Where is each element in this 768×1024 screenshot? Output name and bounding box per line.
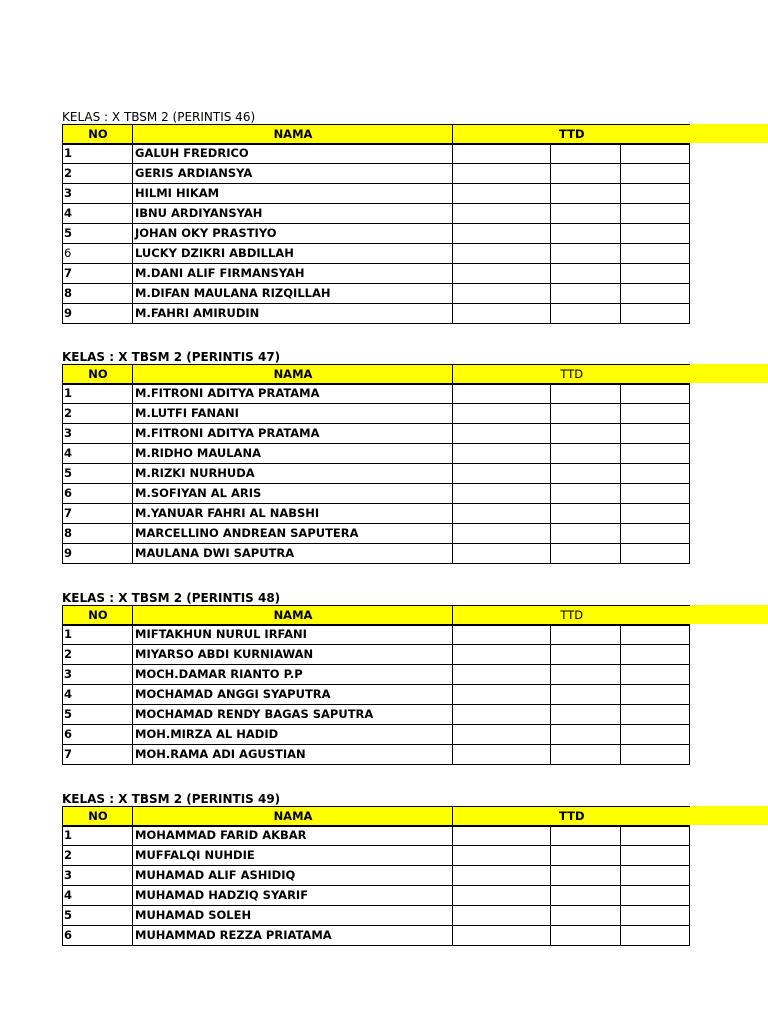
header-no: NO [63,365,133,385]
row-number: 6 [63,926,133,946]
student-name: MARCELLINO ANDREAN SAPUTERA [133,524,453,544]
row-number: 2 [63,164,133,184]
signature-cell[interactable] [453,244,551,264]
student-name: MOCHAMAD RENDY BAGAS SAPUTRA [133,705,453,725]
signature-cell[interactable] [551,464,621,484]
header-ttd: TTD [453,606,690,626]
signature-cell[interactable] [453,886,551,906]
signature-cell[interactable] [621,886,690,906]
signature-cell[interactable] [621,705,690,725]
signature-cell[interactable] [621,544,690,564]
student-table [62,383,690,564]
table-row [63,424,690,444]
header-ttd: TTD [453,365,690,385]
header-nama: NAMA [133,606,453,626]
signature-cell[interactable] [551,204,621,224]
signature-cell[interactable] [621,685,690,705]
row-number: 4 [63,204,133,224]
table-row [63,304,690,324]
table-row [63,625,690,645]
row-number: 3 [63,424,133,444]
signature-cell[interactable] [551,504,621,524]
student-name: MUHAMAD SOLEH [133,906,453,926]
signature-cell[interactable] [453,224,551,244]
signature-cell[interactable] [453,645,551,665]
student-name: M.LUTFI FANANI [133,404,453,424]
student-name: LUCKY DZIKRI ABDILLAH [133,244,453,264]
table-row [63,846,690,866]
signature-cell[interactable] [453,384,551,404]
signature-cell[interactable] [551,705,621,725]
table-row [63,926,690,946]
student-name: MOCHAMAD ANGGI SYAPUTRA [133,685,453,705]
table-row [63,264,690,284]
row-number: 7 [63,745,133,765]
student-name: MAULANA DWI SAPUTRA [133,544,453,564]
table-header [62,605,690,624]
table-row [63,464,690,484]
signature-cell[interactable] [551,645,621,665]
signature-cell[interactable] [551,384,621,404]
signature-cell[interactable] [551,826,621,846]
signature-cell[interactable] [453,725,551,745]
signature-cell[interactable] [621,645,690,665]
table-row [63,524,690,544]
signature-cell[interactable] [551,264,621,284]
table-row [63,284,690,304]
student-name: MUHAMAD HADZIQ SYARIF [133,886,453,906]
table-header [62,364,690,383]
signature-cell[interactable] [621,625,690,645]
signature-cell[interactable] [551,926,621,946]
student-table [62,825,690,946]
student-name: M.DIFAN MAULANA RIZQILLAH [133,284,453,304]
signature-cell[interactable] [621,384,690,404]
signature-cell[interactable] [621,464,690,484]
signature-cell[interactable] [551,866,621,886]
row-number: 4 [63,444,133,464]
header-ttd: TTD [453,807,690,827]
signature-cell[interactable] [453,144,551,164]
table-row [63,484,690,504]
signature-cell[interactable] [453,204,551,224]
student-name: MOCH.DAMAR RIANTO P.P [133,665,453,685]
student-name: M.FAHRI AMIRUDIN [133,304,453,324]
signature-cell[interactable] [621,304,690,324]
header-nama: NAMA [133,807,453,827]
student-table [62,143,690,324]
student-name: M.FITRONI ADITYA PRATAMA [133,424,453,444]
student-name: MOH.RAMA ADI AGUSTIAN [133,745,453,765]
table-row [63,685,690,705]
student-name: HILMI HIKAM [133,184,453,204]
student-name: M.FITRONI ADITYA PRATAMA [133,384,453,404]
signature-cell[interactable] [621,866,690,886]
student-name: GALUH FREDRICO [133,144,453,164]
table-row [63,886,690,906]
signature-cell[interactable] [453,464,551,484]
table-row [63,906,690,926]
table-row [63,544,690,564]
student-name: JOHAN OKY PRASTIYO [133,224,453,244]
row-number: 5 [63,705,133,725]
row-number: 6 [63,725,133,745]
row-number: 5 [63,906,133,926]
student-name: M.DANI ALIF FIRMANSYAH [133,264,453,284]
signature-cell[interactable] [551,224,621,244]
signature-cell[interactable] [453,504,551,524]
signature-cell[interactable] [621,484,690,504]
signature-cell[interactable] [453,424,551,444]
student-name: M.RIDHO MAULANA [133,444,453,464]
signature-cell[interactable] [621,404,690,424]
signature-cell[interactable] [551,424,621,444]
signature-cell[interactable] [551,846,621,866]
table-row [63,144,690,164]
row-number: 2 [63,404,133,424]
row-number: 9 [63,544,133,564]
table-row [63,184,690,204]
row-number: 3 [63,665,133,685]
table-row [63,384,690,404]
class-section [62,110,690,324]
signature-cell[interactable] [453,866,551,886]
table-row [63,866,690,886]
table-row [63,444,690,464]
signature-cell[interactable] [551,284,621,304]
signature-cell[interactable] [453,444,551,464]
signature-cell[interactable] [453,906,551,926]
signature-cell[interactable] [621,424,690,444]
row-number: 8 [63,524,133,544]
signature-cell[interactable] [621,444,690,464]
signature-cell[interactable] [453,685,551,705]
signature-cell[interactable] [551,665,621,685]
signature-cell[interactable] [453,304,551,324]
row-number: 3 [63,866,133,886]
row-number: 3 [63,184,133,204]
signature-cell[interactable] [621,826,690,846]
table-header [62,124,690,143]
header-ttd: TTD [453,125,690,145]
signature-cell[interactable] [551,404,621,424]
class-section [62,591,690,765]
signature-cell[interactable] [621,846,690,866]
signature-cell[interactable] [551,685,621,705]
signature-cell[interactable] [453,264,551,284]
signature-cell[interactable] [621,244,690,264]
signature-cell[interactable] [621,264,690,284]
signature-cell[interactable] [551,544,621,564]
signature-cell[interactable] [453,745,551,765]
row-number: 5 [63,224,133,244]
header-no: NO [63,807,133,827]
signature-cell[interactable] [551,906,621,926]
signature-cell[interactable] [453,524,551,544]
student-name: MUHAMMAD REZZA PRIATAMA [133,926,453,946]
table-row [63,164,690,184]
row-number: 1 [63,625,133,645]
signature-cell[interactable] [551,484,621,504]
signature-cell[interactable] [551,745,621,765]
student-table [62,624,690,765]
signature-cell[interactable] [621,224,690,244]
signature-cell[interactable] [453,705,551,725]
row-number: 1 [63,144,133,164]
row-number: 6 [63,244,133,264]
signature-cell[interactable] [453,404,551,424]
table-row [63,826,690,846]
signature-cell[interactable] [551,304,621,324]
table-row [63,705,690,725]
signature-cell[interactable] [551,144,621,164]
signature-cell[interactable] [551,524,621,544]
table-row [63,665,690,685]
header-no: NO [63,606,133,626]
signature-cell[interactable] [551,625,621,645]
row-number: 4 [63,685,133,705]
student-name: M.RIZKI NURHUDA [133,464,453,484]
signature-cell[interactable] [551,244,621,264]
table-row [63,745,690,765]
row-number: 7 [63,504,133,524]
signature-cell[interactable] [621,725,690,745]
class-caption: KELAS : X TBSM 2 (PERINTIS 46) [62,110,256,124]
row-number: 5 [63,464,133,484]
signature-cell[interactable] [453,926,551,946]
student-name: MOHAMMAD FARID AKBAR [133,826,453,846]
table-header [62,806,690,825]
signature-cell[interactable] [551,886,621,906]
student-name: MUHAMAD ALIF ASHIDIQ [133,866,453,886]
header-nama: NAMA [133,125,453,145]
class-caption: KELAS : X TBSM 2 (PERINTIS 47) [62,350,281,364]
signature-cell[interactable] [621,524,690,544]
signature-cell[interactable] [453,164,551,184]
student-name: IBNU ARDIYANSYAH [133,204,453,224]
header-nama: NAMA [133,365,453,385]
signature-cell[interactable] [453,846,551,866]
signature-cell[interactable] [551,184,621,204]
row-number: 1 [63,826,133,846]
student-name: MIYARSO ABDI KURNIAWAN [133,645,453,665]
table-row [63,224,690,244]
header-no: NO [63,125,133,145]
class-caption: KELAS : X TBSM 2 (PERINTIS 48) [62,591,281,605]
table-row [63,404,690,424]
student-name: GERIS ARDIANSYA [133,164,453,184]
signature-cell[interactable] [453,544,551,564]
signature-cell[interactable] [453,625,551,645]
row-number: 4 [63,886,133,906]
signature-cell[interactable] [551,725,621,745]
row-number: 2 [63,846,133,866]
class-caption: KELAS : X TBSM 2 (PERINTIS 49) [62,792,281,806]
signature-cell[interactable] [551,164,621,184]
signature-cell[interactable] [621,284,690,304]
class-section [62,350,690,564]
student-name: M.YANUAR FAHRI AL NABSHI [133,504,453,524]
signature-cell[interactable] [453,484,551,504]
signature-cell[interactable] [453,184,551,204]
table-row [63,725,690,745]
student-name: M.SOFIYAN AL ARIS [133,484,453,504]
row-number: 7 [63,264,133,284]
signature-cell[interactable] [621,665,690,685]
signature-cell[interactable] [621,906,690,926]
student-name: MOH.MIRZA AL HADID [133,725,453,745]
table-row [63,244,690,264]
signature-cell[interactable] [453,826,551,846]
signature-cell[interactable] [621,144,690,164]
student-name: MIFTAKHUN NURUL IRFANI [133,625,453,645]
row-number: 2 [63,645,133,665]
class-section [62,792,690,946]
signature-cell[interactable] [621,184,690,204]
table-row [63,645,690,665]
row-number: 8 [63,284,133,304]
signature-cell[interactable] [551,444,621,464]
row-number: 9 [63,304,133,324]
signature-cell[interactable] [453,284,551,304]
table-row [63,504,690,524]
signature-cell[interactable] [621,164,690,184]
signature-cell[interactable] [621,204,690,224]
signature-cell[interactable] [621,926,690,946]
row-number: 1 [63,384,133,404]
table-row [63,204,690,224]
signature-cell[interactable] [453,665,551,685]
signature-cell[interactable] [621,504,690,524]
row-number: 6 [63,484,133,504]
signature-cell[interactable] [621,745,690,765]
student-name: MUFFALQI NUHDIE [133,846,453,866]
